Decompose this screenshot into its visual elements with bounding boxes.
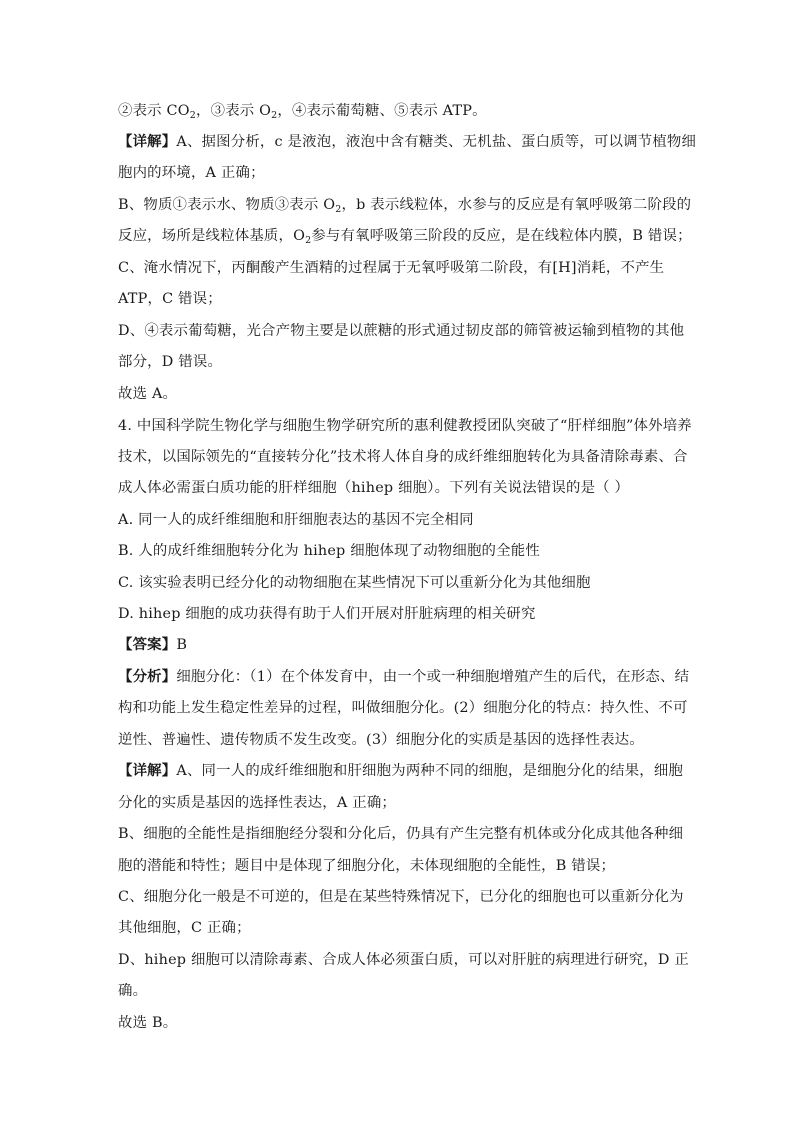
line-text: 成人体必需蛋白质功能的肝样细胞（hihep 细胞）。下列有关说法错误的是（ ） (118, 480, 630, 496)
line-text: 细胞分化：（1）在个体发育中，由一个或一种细胞增殖产生的后代，在形态、结 (176, 669, 690, 685)
line-text: C、细胞分化一般是不可逆的，但是在某些特殊情况下，已分化的细胞也可以重新分化为 (118, 889, 684, 905)
text-line (118, 918, 251, 938)
line-text: D、④表示葡萄糖，光合产物主要是以蔗糖的形式通过韧皮部的筛管被运输到植物的其他 (118, 323, 685, 339)
line-text: A、同一人的成纤维细胞和肝细胞为两种不同的细胞，是细胞分化的结果，细胞 (176, 763, 684, 779)
line-text: 构和功能上发生稳定性差异的过程，叫做细胞分化。(2）细胞分化的特点：持久性、不可 (118, 700, 688, 716)
line-text: 故选 B。 (118, 1015, 178, 1031)
text-line (118, 698, 688, 718)
line-text: A. 同一人的成纤维细胞和肝细胞表达的基因不完全相同 (118, 512, 474, 528)
line-text: 其他细胞，C 正确； (118, 920, 251, 936)
line-text: ATP，C 错误； (118, 291, 222, 307)
text-line (118, 856, 615, 876)
line-text: 分化的实质是基因的选择性表达，A 正确； (118, 795, 396, 811)
text-line (118, 604, 536, 624)
text-line (118, 132, 696, 152)
text-line (118, 950, 689, 970)
text-line (118, 793, 396, 813)
text-line (118, 541, 540, 561)
text-line (118, 478, 629, 498)
line-text: 逆性、普遍性、遗传物质不发生改变。(3）细胞分化的实质是基因的选择性表达。 (118, 732, 644, 748)
line-text: 反应，场所是线粒体基质，$O_2$参与有氧呼吸第三阶段的反应，是在线粒体内膜，B 错误； (118, 228, 692, 246)
text-line (118, 761, 683, 781)
line-text: B、细胞的全能性是指细胞经分裂和分化后，仍具有产生完整有机体或分化成其他各种细 (118, 826, 684, 842)
text-line (118, 289, 222, 309)
section-tag: 【详解】 (118, 762, 177, 779)
text-line (118, 635, 187, 655)
text-line (118, 258, 664, 278)
text-line (118, 163, 265, 183)
line-text: C、淹水情况下，丙酮酸产生酒精的过程属于无氧呼吸第二阶段，有[H]消耗，不产生 (118, 260, 665, 276)
section-tag: 【答案】 (118, 636, 177, 653)
text-line (118, 321, 684, 341)
text-line (118, 573, 591, 593)
text-line (118, 384, 177, 404)
text-line (118, 447, 688, 467)
line-text: B. 人的成纤维细胞转分化为 hihep 细胞体现了动物细胞的全能性 (118, 543, 540, 559)
text-line (118, 667, 689, 687)
line-text: 4. 中国科学院生物化学与细胞生物学研究所的惠利健教授团队突破了“肝样细胞”体外培养 (118, 418, 692, 434)
text-line (118, 226, 692, 246)
text-line (118, 195, 691, 215)
line-text: B (176, 637, 188, 653)
text-line (118, 101, 487, 121)
line-text: B、物质①表示水、物质③表示 $O_2$，b 表示线粒体，水参与的反应是有氧呼吸第二阶段的 (118, 197, 692, 215)
line-text: 确。 (118, 983, 148, 999)
line-text: D、hihep 细胞可以清除毒素、合成人体必须蛋白质，可以对肝脏的病理进行研究，D 正 (118, 952, 689, 968)
text-line (118, 1013, 177, 1033)
text-line (118, 981, 147, 1001)
line-text: 故选 A。 (118, 386, 178, 402)
text-line (118, 416, 692, 436)
line-text: C. 该实验表明已经分化的动物细胞在某些情况下可以重新分化为其他细胞 (118, 575, 591, 591)
text-line (118, 824, 683, 844)
section-tag: 【详解】 (118, 133, 177, 150)
line-text: D. hihep 细胞的成功获得有助于人们开展对肝脏病理的相关研究 (118, 606, 536, 622)
text-line (118, 510, 474, 530)
line-text: 胞的潜能和特性；题目中是体现了细胞分化，未体现细胞的全能性，B 错误； (118, 858, 616, 874)
line-text: ②表示 $CO_2$，③表示 $O_2$，④表示葡萄糖、⑤表示 ATP。 (118, 103, 487, 121)
text-line (118, 887, 684, 907)
line-text: A、据图分析，c 是液泡，液泡中含有糖类、无机盐、蛋白质等，可以调节植物细 (176, 134, 697, 150)
section-tag: 【分析】 (118, 668, 177, 685)
line-text: 胞内的环境，A 正确； (118, 165, 265, 181)
text-line (118, 730, 644, 750)
line-text: 技术，以国际领先的“直接转分化”技术将人体自身的成纤维细胞转化为具备清除毒素、合 (118, 449, 688, 465)
text-line (118, 352, 222, 372)
line-text: 部分，D 错误。 (118, 354, 223, 370)
